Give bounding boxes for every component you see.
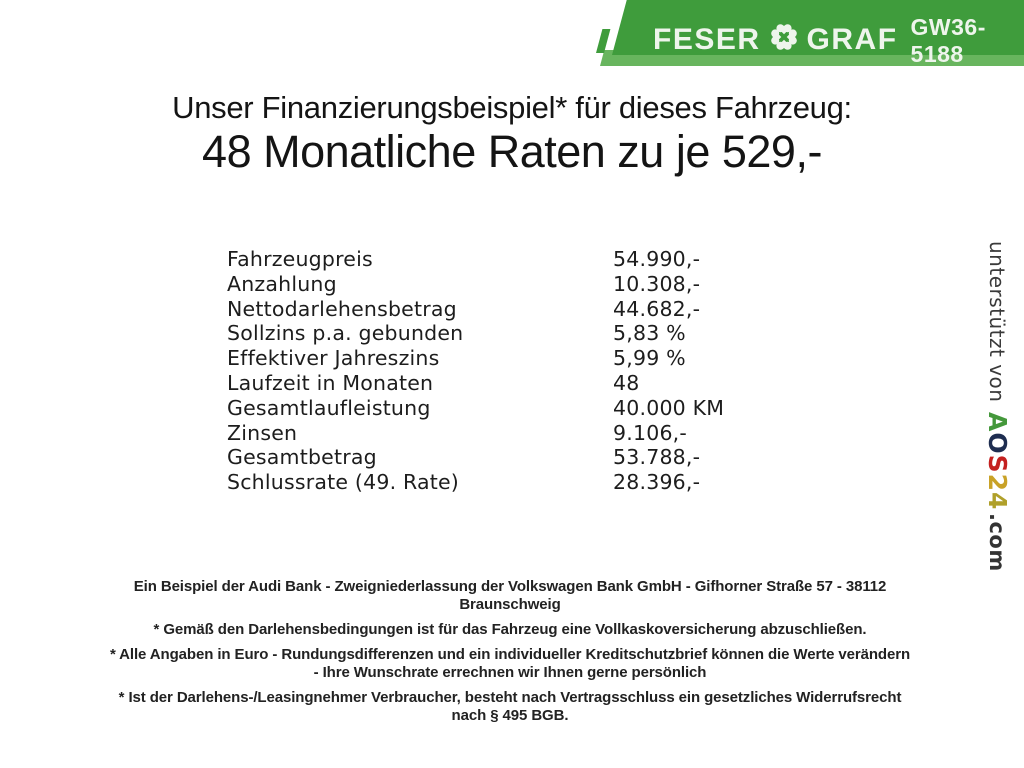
aos24-letter: A <box>983 412 1012 433</box>
row-value: 54.990,- <box>613 247 701 271</box>
headline-subtitle: Unser Finanzierungsbeispiel* für dieses Fahrzeug: <box>172 90 852 125</box>
support-suffix: .com <box>985 512 1009 572</box>
headline-rate: 48 Monatliche Raten zu je 529,- <box>202 126 822 177</box>
row-value: 10.308,- <box>613 271 701 296</box>
brand-name-left: FESER <box>653 22 761 56</box>
row-value: 28.396,- <box>613 470 701 495</box>
clover-icon <box>770 23 798 56</box>
row-label: Anzahlung <box>227 271 337 296</box>
disclaimer-line: Braunschweig <box>459 596 561 613</box>
financing-table <box>227 247 724 495</box>
aos24-letter: O <box>983 432 1012 456</box>
row-value: 53.788,- <box>613 445 701 470</box>
row-label: Gesamtlaufleistung <box>227 395 431 420</box>
aos24-letter: S <box>983 455 1012 475</box>
row-label: Gesamtbetrag <box>227 445 377 470</box>
disclaimer-line: * Ist der Darlehens-/Leasingnehmer Verbraucher, besteht nach Vertragsschluss ein gesetzliches Widerrufsrecht <box>118 689 902 706</box>
aos24-letter: 2 <box>983 474 1012 493</box>
row-value: 40.000 KM <box>613 395 725 420</box>
row-value: 48 <box>613 370 640 395</box>
row-value: 9.106,- <box>613 420 688 445</box>
disclaimer-line: Ein Beispiel der Audi Bank - Zweigniederlassung der Volkswagen Bank GmbH - Gifhorner Straße 57 - 38112 <box>133 578 887 595</box>
support-sidebar <box>983 241 1012 572</box>
row-value: 44.682,- <box>613 296 701 321</box>
disclaimer <box>0 578 1020 725</box>
row-label: Effektiver Jahreszins <box>227 346 440 371</box>
dealer-logo <box>653 11 1024 68</box>
row-value: 5,83 % <box>613 321 686 346</box>
row-label: Nettodarlehensbetrag <box>227 296 457 321</box>
row-label: Schlussrate (49. Rate) <box>227 470 460 495</box>
row-label: Zinsen <box>227 420 298 445</box>
support-prefix: unterstützt von <box>985 241 1009 403</box>
row-label: Sollzins p.a. gebunden <box>227 321 464 346</box>
disclaimer-line: - Ihre Wunschrate errechnen wir Ihnen gerne persönlich <box>313 664 707 681</box>
row-label: Laufzeit in Monaten <box>227 370 434 395</box>
vehicle-code: GW36-5188 <box>910 14 986 67</box>
disclaimer-line: * Alle Angaben in Euro - Rundungsdifferenzen und ein individueller Kreditschutzbrief können die Werte verändern <box>109 646 911 663</box>
row-label: Fahrzeugpreis <box>227 247 373 271</box>
disclaimer-line: * Gemäß den Darlehensbedingungen ist für das Fahrzeug eine Vollkaskoversicherung abzuschließen. <box>153 621 867 638</box>
aos24-letter: 4 <box>983 492 1012 511</box>
brand-name-right: GRAF <box>806 22 898 56</box>
disclaimer-line: nach § 495 BGB. <box>451 707 569 724</box>
headline <box>0 90 1024 177</box>
row-value: 5,99 % <box>613 346 686 371</box>
aos24-logo <box>983 412 1012 510</box>
